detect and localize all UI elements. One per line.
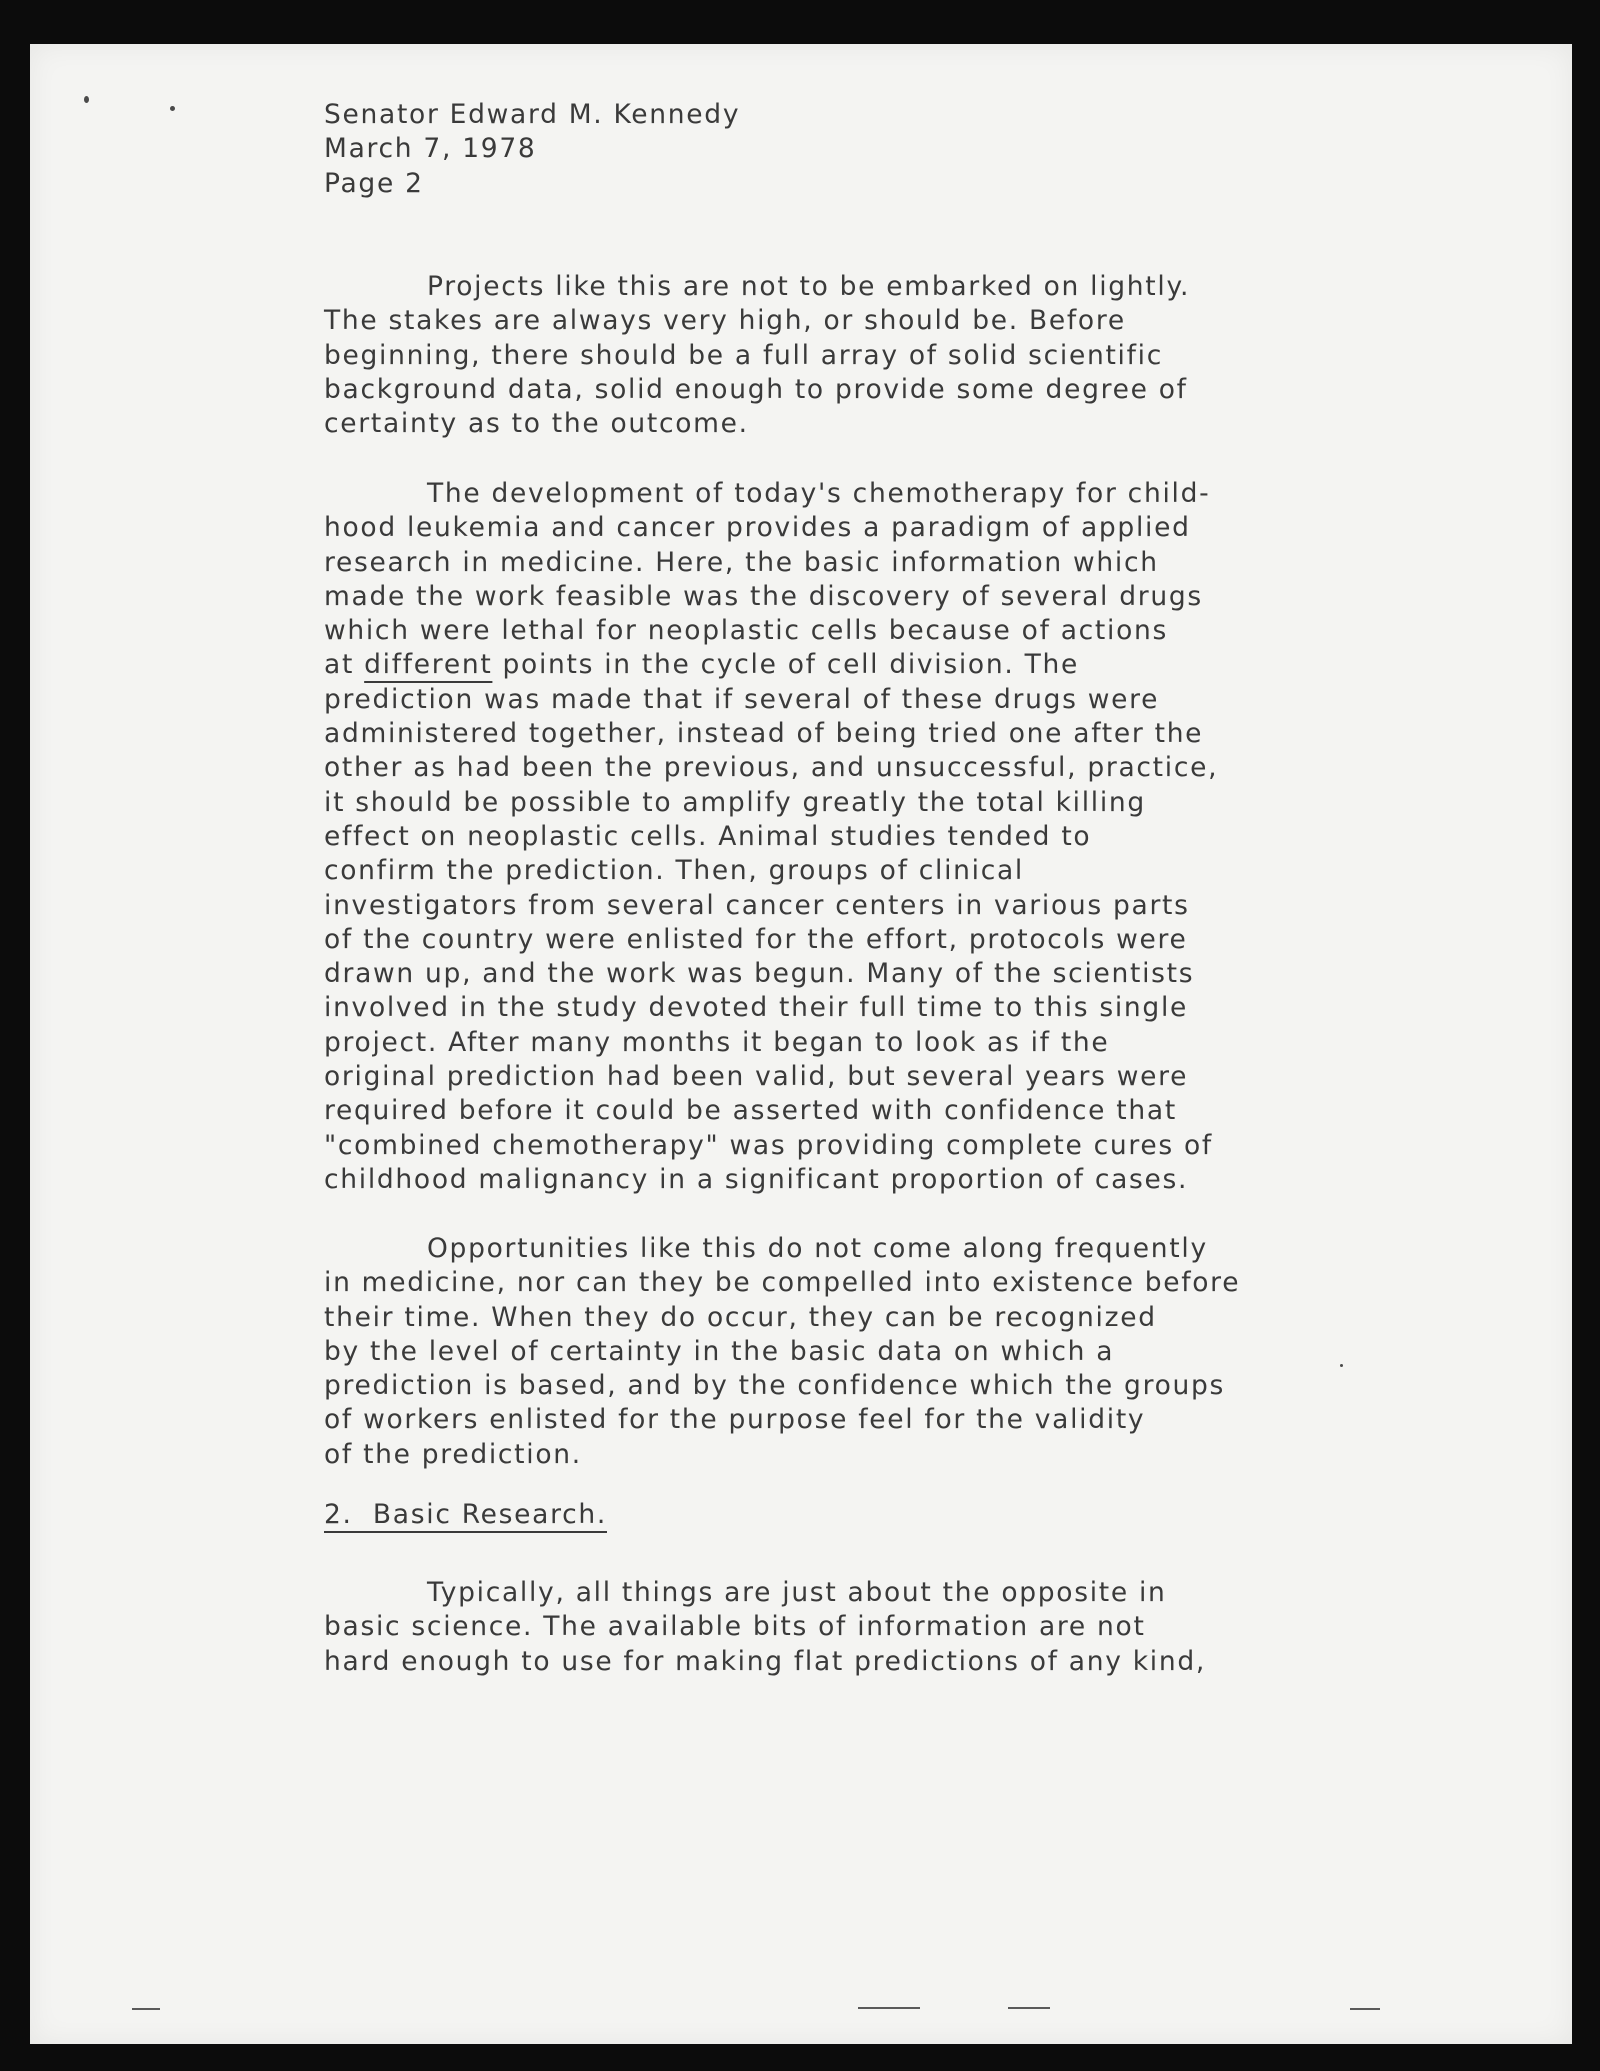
paragraph-line: certainty as to the outcome.: [324, 408, 749, 440]
line-suffix: points in the cycle of cell division. The: [492, 649, 1079, 681]
paragraph-line: of the prediction.: [324, 1438, 582, 1470]
paragraph-1: [324, 270, 1190, 441]
section-heading: [324, 1498, 607, 1532]
paragraph-line: required before it could be asserted with confidence that: [324, 1095, 1177, 1127]
scan-mark: [1008, 2007, 1050, 2009]
paragraph-line: Typically, all things are just about the opposite in: [427, 1577, 1167, 1608]
paragraph-line: involved in the study devoted their full time to this single: [324, 992, 1189, 1024]
paragraph-line: research in medicine. Here, the basic information which: [324, 546, 1159, 578]
underlined-word: different: [364, 649, 493, 681]
paragraph-line: investigators from several cancer centers in various parts: [324, 889, 1190, 921]
paragraph-3: [324, 1232, 1240, 1472]
date-line: March 7, 1978: [324, 133, 537, 165]
line-prefix: at: [324, 649, 365, 681]
paragraph-line: "combined chemotherapy" was providing complete cures of: [324, 1129, 1213, 1161]
paragraph-line: Opportunities like this do not come along frequently: [427, 1233, 1208, 1264]
paragraph-line: prediction is based, and by the confidence which the groups: [324, 1370, 1226, 1402]
paragraph-line: original prediction had been valid, but several years were: [324, 1061, 1189, 1093]
paragraph-line: hard enough to use for making flat predictions of any kind,: [324, 1645, 1206, 1677]
paragraph-line: [324, 648, 1218, 682]
scan-mark: [1350, 2008, 1380, 2010]
paragraph-line: Projects like this are not to be embarked on lightly.: [427, 271, 1191, 302]
paragraph-line: it should be possible to amplify greatly the total killing: [324, 786, 1146, 818]
paragraph-2: [324, 477, 1218, 1197]
paragraph-line: The development of today's chemotherapy for child-: [427, 478, 1211, 509]
paragraph-line: basic science. The available bits of information are not: [324, 1611, 1146, 1643]
paragraph-line: confirm the prediction. Then, groups of clinical: [324, 855, 1024, 887]
paragraph-line: by the level of certainty in the basic data on which a: [324, 1335, 1115, 1367]
scan-mark: [132, 2008, 160, 2010]
paragraph-4: [324, 1576, 1206, 1679]
paragraph-line: childhood malignancy in a significant proportion of cases.: [324, 1163, 1189, 1195]
paragraph-line: project. After many months it began to look as if the: [324, 1026, 1110, 1058]
paragraph-line: made the work feasible was the discovery of several drugs: [324, 580, 1203, 612]
paragraph-line: The stakes are always very high, or should be. Before: [324, 305, 1126, 337]
letter-header: [324, 98, 740, 201]
paragraph-line: which were lethal for neoplastic cells because of actions: [324, 615, 1168, 647]
paragraph-line: hood leukemia and cancer provides a paradigm of applied: [324, 512, 1191, 544]
paragraph-line: of workers enlisted for the purpose feel for the validity: [324, 1404, 1146, 1436]
page-number: Page 2: [324, 167, 424, 199]
ink-speck: [170, 106, 175, 111]
ink-speck: [1340, 1364, 1343, 1367]
paragraph-line: background data, solid enough to provide some degree of: [324, 373, 1188, 405]
paragraph-line: effect on neoplastic cells. Animal studies tended to: [324, 820, 1092, 852]
ink-speck: [84, 96, 89, 103]
paragraph-line: in medicine, nor can they be compelled into existence before: [324, 1267, 1241, 1299]
recipient-line: Senator Edward M. Kennedy: [324, 99, 741, 130]
section-heading-text: 2. Basic Research.: [324, 1499, 607, 1530]
paragraph-line: their time. When they do occur, they can be recognized: [324, 1301, 1157, 1333]
paragraph-line: of the country were enlisted for the effort, protocols were: [324, 923, 1188, 955]
paragraph-line: drawn up, and the work was begun. Many of the scientists: [324, 958, 1195, 990]
paragraph-line: prediction was made that if several of these drugs were: [324, 683, 1160, 715]
scan-mark: [858, 2007, 920, 2009]
paragraph-line: beginning, there should be a full array of solid scientific: [324, 339, 1163, 371]
paragraph-line: administered together, instead of being tried one after the: [324, 718, 1204, 750]
paragraph-line: other as had been the previous, and unsuccessful, practice,: [324, 752, 1219, 784]
